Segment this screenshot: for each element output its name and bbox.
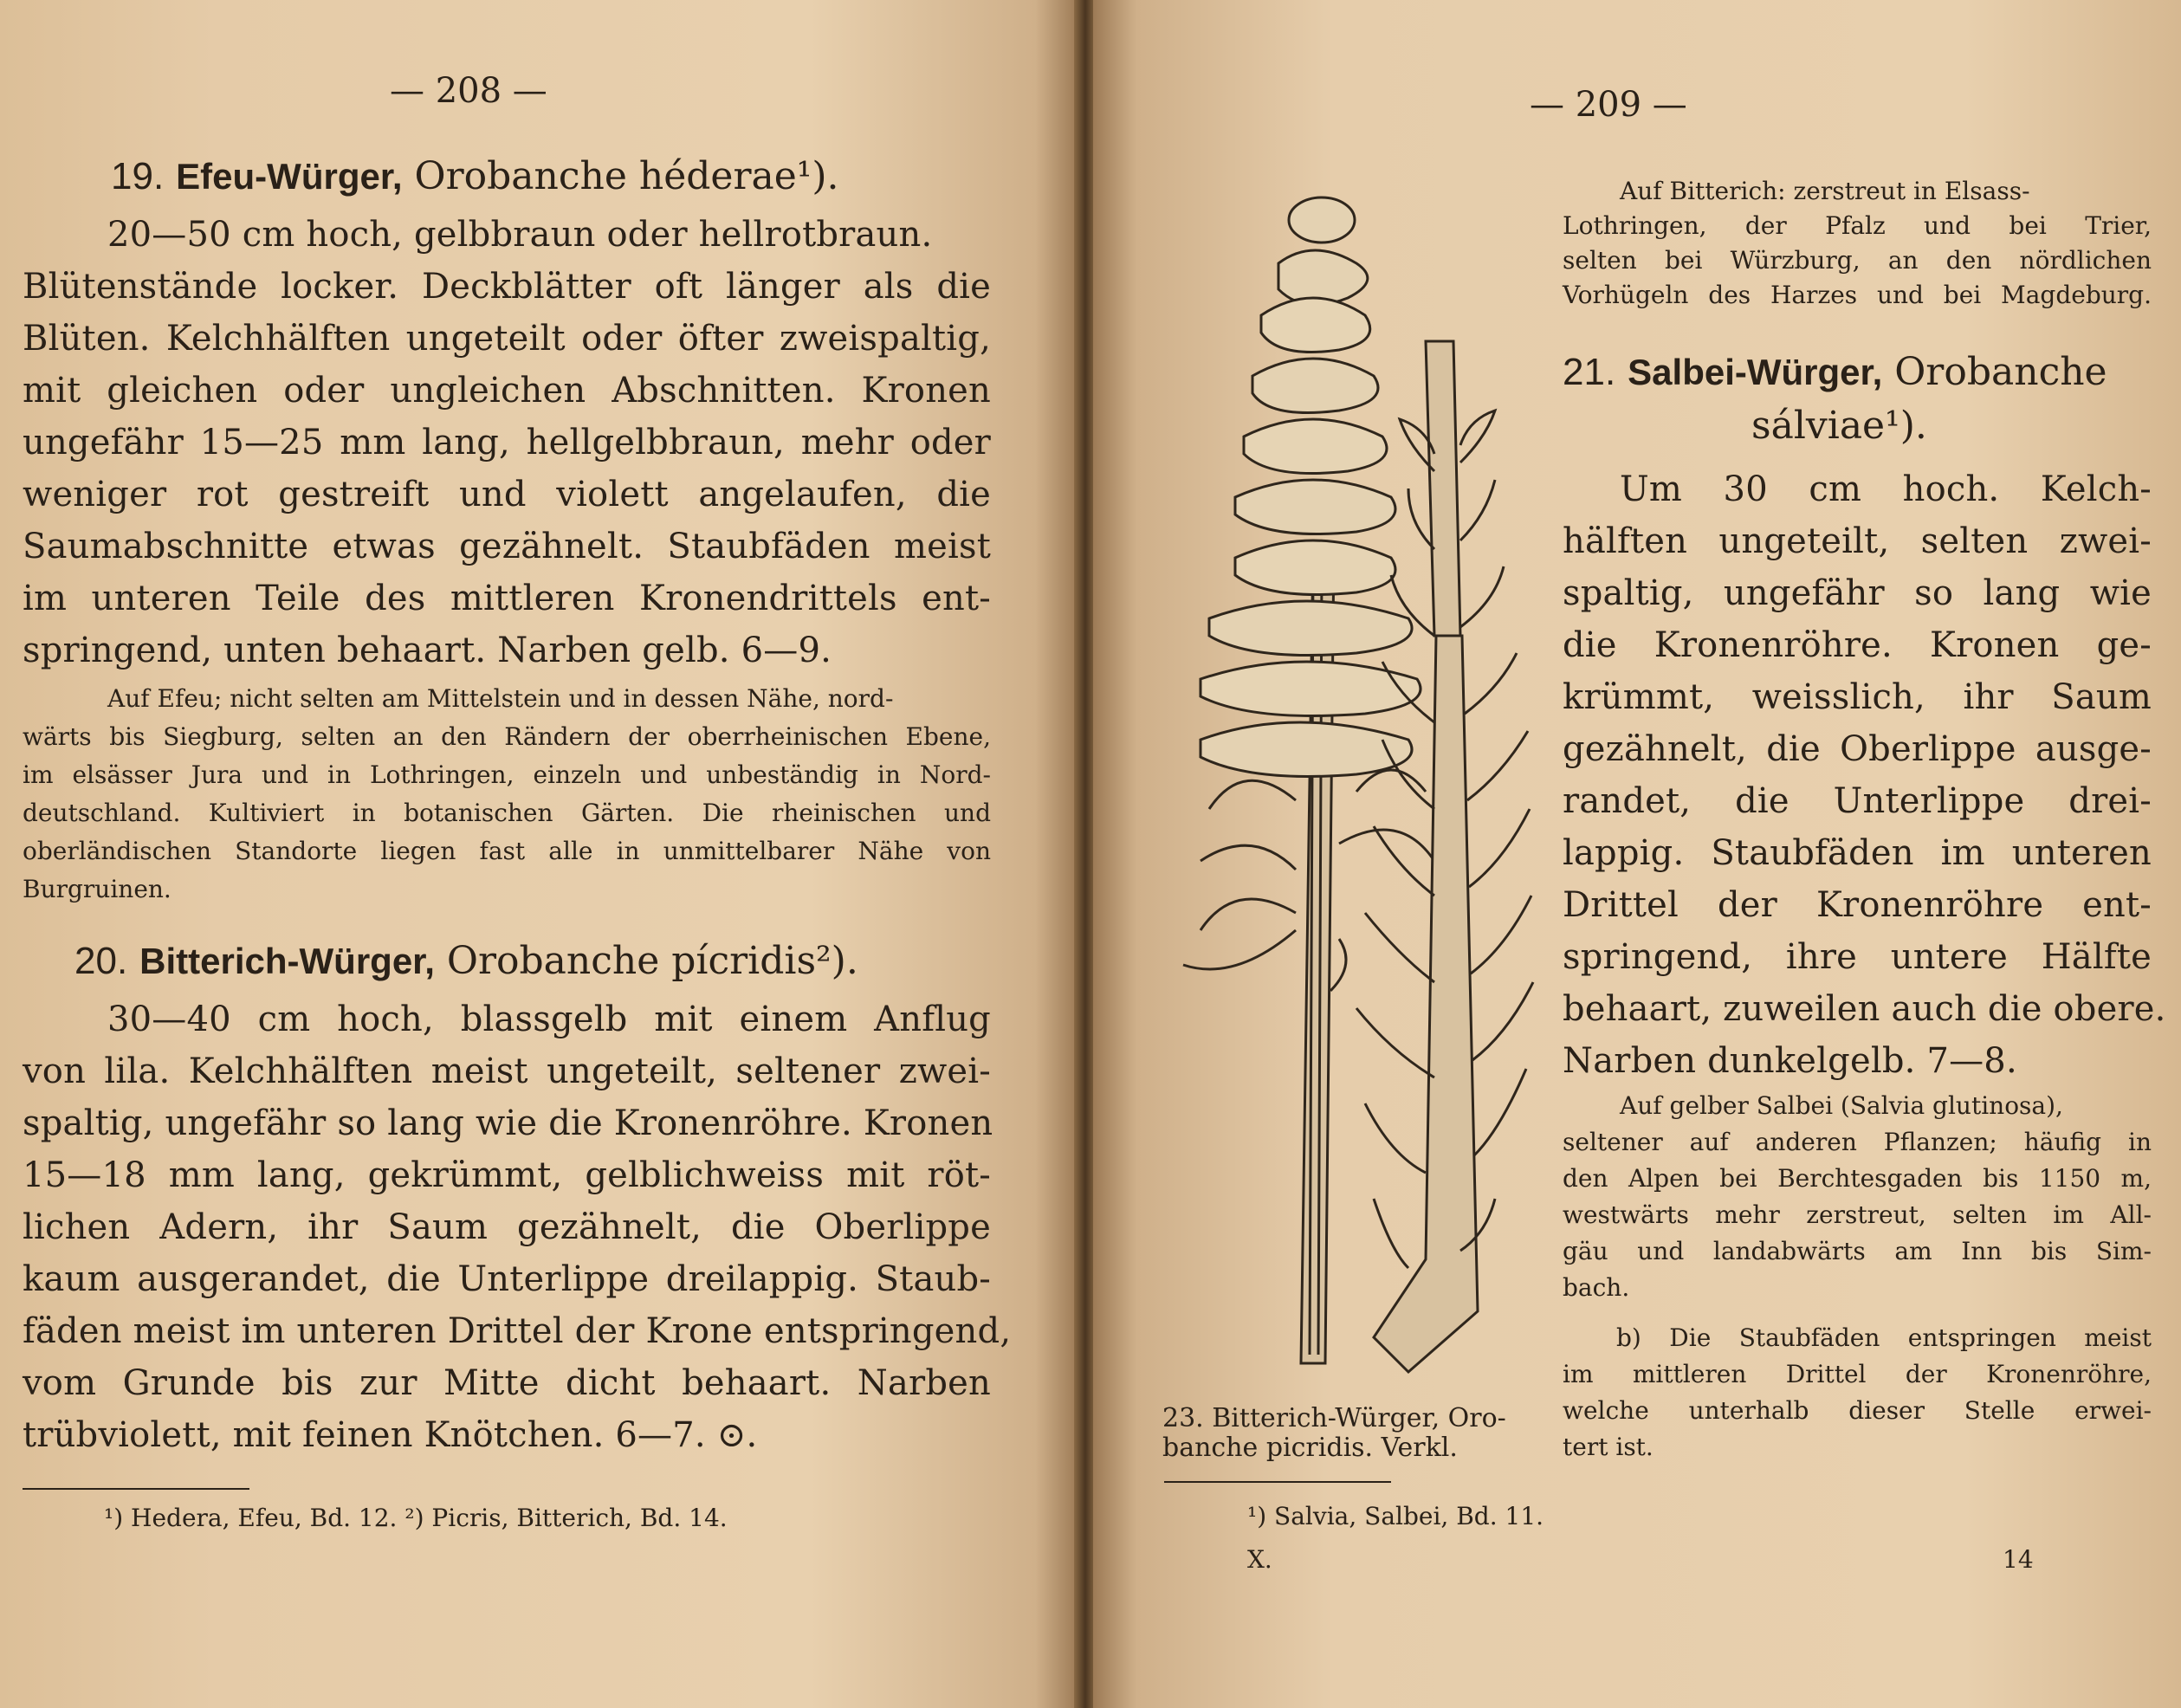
entry-19-heading bbox=[111, 154, 839, 198]
text-line: spaltig, ungefähr so lang wie die Kronenröhre. Kronen bbox=[23, 1103, 993, 1143]
text-line: fäden meist im unteren Drittel der Krone entspringend, bbox=[23, 1311, 1012, 1351]
text-line: 15—18 mm lang, gekrümmt, gelblichweiss mit röt- bbox=[23, 1155, 991, 1195]
text-line: Um 30 cm hoch. Kelch- bbox=[1620, 469, 2152, 509]
text-line: hälften ungeteilt, selten zwei- bbox=[1563, 521, 2152, 561]
habitat-line: im elsässer Jura und in Lothringen, einzeln und unbeständig in Nord- bbox=[23, 760, 991, 789]
text-line: lichen Adern, ihr Saum gezähnelt, die Oberlippe bbox=[23, 1207, 991, 1247]
text-line: vom Grunde bis zur Mitte dicht behaart. Narben bbox=[23, 1363, 991, 1403]
footnote-rule bbox=[1164, 1481, 1391, 1483]
habitat-line: den Alpen bei Berchtesgaden bis 1150 m, bbox=[1563, 1164, 2152, 1193]
habitat-line: Lothringen, der Pfalz und bei Trier, bbox=[1563, 211, 2152, 240]
section-b-line: b) Die Staubfäden entspringen meist bbox=[1616, 1323, 2152, 1352]
section-b-line: tert ist. bbox=[1563, 1433, 1654, 1461]
text-line: Saumabschnitte etwas gezähnelt. Staubfäden meist bbox=[23, 527, 991, 566]
footnote: ¹) Hedera, Efeu, Bd. 12. ²) Picris, Bitterich, Bd. 14. bbox=[104, 1504, 728, 1532]
left-page bbox=[0, 0, 1078, 1708]
entry-latin-name-continued: sálviae¹). bbox=[1751, 404, 1927, 448]
habitat-line: seltener auf anderen Pflanzen; häufig in bbox=[1563, 1128, 2152, 1156]
text-line: krümmt, weisslich, ihr Saum bbox=[1563, 677, 2152, 717]
footnote-rule bbox=[23, 1488, 249, 1490]
text-line: Blütenstände locker. Deckblätter oft länger als die bbox=[23, 267, 991, 307]
text-line: behaart, zuweilen auch die obere. bbox=[1563, 989, 2166, 1029]
text-line: trübviolett, mit feinen Knötchen. 6—7. ⊙. bbox=[23, 1415, 758, 1455]
text-line: 20—50 cm hoch, gelbbraun oder hellrotbraun. bbox=[107, 215, 933, 255]
text-line: mit gleichen oder ungleichen Abschnitten. Kronen bbox=[23, 371, 991, 411]
plant-illustration bbox=[1149, 185, 1564, 1389]
section-b-line: im mittleren Drittel der Kronenröhre, bbox=[1563, 1360, 2152, 1388]
footnote: ¹) Salvia, Salbei, Bd. 11. bbox=[1247, 1502, 1544, 1530]
figure-caption-line: 23. Bitterich-Würger, Oro- bbox=[1162, 1403, 1506, 1433]
habitat-line: oberländischen Standorte liegen fast alle in unmittelbarer Nähe von bbox=[23, 837, 991, 865]
section-b-line: welche unterhalb dieser Stelle erwei- bbox=[1563, 1396, 2152, 1425]
text-line: die Kronenröhre. Kronen ge- bbox=[1563, 625, 2152, 665]
habitat-line: wärts bis Siegburg, selten an den Rändern der oberrheinischen Ebene, bbox=[23, 722, 991, 751]
text-line: 30—40 cm hoch, blassgelb mit einem Anflug bbox=[107, 1000, 991, 1039]
text-line: lappig. Staubfäden im unteren bbox=[1563, 833, 2152, 873]
text-line: von lila. Kelchhälften meist ungeteilt, seltener zwei- bbox=[23, 1051, 991, 1091]
habitat-line: Auf gelber Salbei (Salvia glutinosa), bbox=[1620, 1091, 2063, 1120]
entry-common-name: Bitterich-Würger, bbox=[139, 941, 435, 981]
text-line: Drittel der Kronenröhre ent- bbox=[1563, 885, 2152, 925]
page-number: — 209 — bbox=[1530, 85, 1687, 125]
text-line: spaltig, ungefähr so lang wie bbox=[1563, 573, 2152, 613]
entry-common-name: Salbei-Würger, bbox=[1628, 352, 1883, 392]
text-line: springend, ihre untere Hälfte bbox=[1563, 937, 2152, 977]
text-line: springend, unten behaart. Narben gelb. 6—9. bbox=[23, 631, 832, 670]
habitat-line: deutschland. Kultiviert in botanischen Gärten. Die rheinischen und bbox=[23, 799, 991, 827]
entry-latin-name: Orobanche héderae¹). bbox=[414, 154, 839, 198]
habitat-line: Burgruinen. bbox=[23, 875, 172, 903]
habitat-line: bach. bbox=[1563, 1273, 1630, 1302]
text-line: Narben dunkelgelb. 7—8. bbox=[1563, 1041, 2017, 1081]
text-line: gezähnelt, die Oberlippe ausge- bbox=[1563, 729, 2152, 769]
entry-common-name: Efeu-Würger, bbox=[176, 156, 403, 197]
entry-21-heading bbox=[1563, 350, 2107, 394]
habitat-line: Auf Efeu; nicht selten am Mittelstein und in dessen Nähe, nord- bbox=[107, 684, 894, 713]
text-line: randet, die Unterlippe drei- bbox=[1563, 781, 2152, 821]
entry-20-heading bbox=[74, 939, 858, 983]
text-line: Blüten. Kelchhälften ungeteilt oder öfter zweispaltig, bbox=[23, 319, 991, 359]
habitat-line: westwärts mehr zerstreut, selten im All- bbox=[1563, 1200, 2152, 1229]
signature-mark: X. bbox=[1247, 1545, 1272, 1574]
entry-number: 20. bbox=[74, 940, 128, 982]
entry-latin-name: Orobanche bbox=[1894, 350, 2107, 394]
habitat-line: Vorhügeln des Harzes und bei Magdeburg. bbox=[1563, 281, 2152, 309]
text-line: ungefähr 15—25 mm lang, hellgelbbraun, mehr oder bbox=[23, 423, 991, 463]
entry-number: 21. bbox=[1563, 351, 1616, 393]
habitat-line: selten bei Würzburg, an den nördlichen bbox=[1563, 246, 2152, 275]
right-page bbox=[1093, 0, 2181, 1708]
habitat-line: Auf Bitterich: zerstreut in Elsass- bbox=[1620, 177, 2030, 205]
sheet-number: 14 bbox=[2003, 1545, 2034, 1574]
text-line: kaum ausgerandet, die Unterlippe dreilappig. Staub- bbox=[23, 1259, 991, 1299]
entry-number: 19. bbox=[111, 155, 165, 197]
entry-latin-name: Orobanche pícridis²). bbox=[446, 939, 858, 983]
page-number: — 208 — bbox=[390, 71, 547, 111]
text-line: im unteren Teile des mittleren Kronendrittels ent- bbox=[23, 579, 991, 618]
figure-caption-line: banche picridis. Verkl. bbox=[1162, 1433, 1458, 1463]
habitat-line: gäu und landabwärts am Inn bis Sim- bbox=[1563, 1237, 2152, 1265]
text-line: weniger rot gestreift und violett angelaufen, die bbox=[23, 475, 991, 514]
